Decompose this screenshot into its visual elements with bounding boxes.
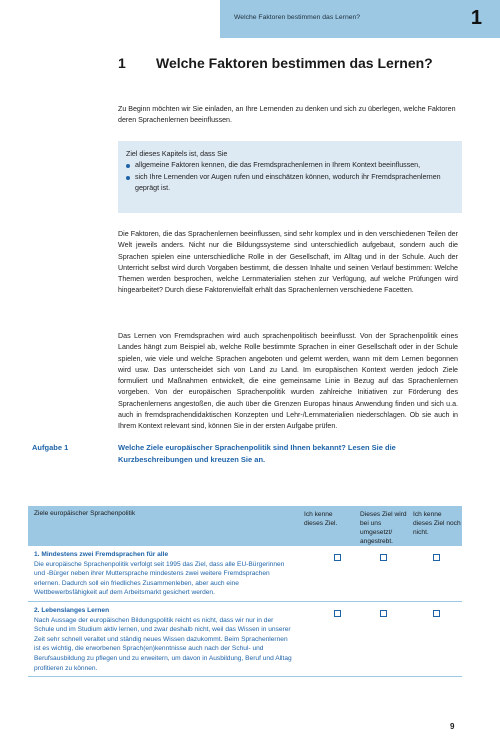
running-title: Welche Faktoren bestimmen das Lernen? — [234, 14, 361, 21]
column-header-unknown: Ich kenne dieses Ziel noch nicht. — [413, 511, 461, 536]
intro-paragraph: Zu Beginn möchten wir Sie einladen, an Ihre Lernenden zu denken und sich zu überlegen, welche Faktoren deren Sprachenlernen beeinflussen. — [118, 105, 456, 125]
table-row — [28, 602, 462, 677]
column-header-goal: Ziele europäischer Sprachenpolitik — [34, 510, 136, 517]
page-number: 9 — [450, 722, 455, 731]
row-title: 1. Mindestens zwei Fremdsprachen für alle — [34, 551, 169, 558]
table-header — [28, 506, 462, 546]
bullet-icon — [126, 176, 130, 180]
column-header-implemented: Dieses Ziel wird bei uns umgesetzt/ angestrebt. — [360, 511, 407, 545]
checkbox-known[interactable] — [334, 554, 341, 561]
goals-table — [28, 506, 462, 677]
row-description: Nach Aussage der europäischen Bildungspolitik reicht es nicht, dass wir nur in der Schule und im Studium aktiv lernen, und zwar deshalb nicht, weil das Wissen in unserer Zeit sehr schnell veraltet und ständig neues Wissen dazukommt. Beim Sprachenlernen ist es wichtig, die erworbenen Sprach(en)kenntnisse auch nach der Schul- und Berufsausbildung zu pflegen und zu erweitern, um davon in Ausbildung, Beruf und Alltag profitieren zu können. — [34, 616, 292, 672]
task-label: Aufgabe 1 — [32, 443, 69, 452]
goals-lead: Ziel dieses Kapitels ist, dass Sie — [126, 150, 228, 158]
checkbox-unknown[interactable] — [433, 554, 440, 561]
checkbox-implemented[interactable] — [380, 610, 387, 617]
checkbox-implemented[interactable] — [380, 554, 387, 561]
goals-list — [126, 160, 454, 194]
chapter-number: 1 — [470, 7, 482, 29]
checkbox-unknown[interactable] — [433, 610, 440, 617]
row-description: Die europäische Sprachenpolitik verfolgt seit 1995 das Ziel, dass alle EU-Bürgerinnen und -Bürger neben ihrer Muttersprache mindestens zwei weitere Fremdsprachen erlernen. Dadurch soll ein friedliches Zusammenleben, aber auch eine Wettbewerbsfähigkeit auf dem Arbeitsmarkt gesichert werden. — [34, 560, 285, 597]
running-header — [220, 0, 500, 38]
goal-item: allgemeine Faktoren kennen, die das Fremdsprachenlernen in Ihrem Kontext beeinflussen, — [126, 160, 454, 171]
goals-box — [118, 141, 462, 213]
body-paragraph-2: Das Lernen von Fremdsprachen wird auch sprachenpolitisch beeinflusst. Von der Sprachenpolitik eines Landes hängt zum Beispiel ab, welche Rolle bestimmte Sprachen in einer Gesellschaft oder in der Schule spielen, wie viele und welche Sprachen angeboten und gelernt werden, wann mit dem Lernen begonnen wird usw. Das unterscheidet sich von Land zu Land. Im europäischen Kontext werden jedoch Ziele formuliert und Maßnahmen entwickelt, die eine gemeinsame Linie in Bezug auf das Sprachenlernen vorgeben. Von der europäischen Sprachenpolitik wurden zahlreiche Initiativen zur Förderung des Sprachenlernens angestoßen, die auch über die Grenzen Europas hinaus Anwendung finden und sich u.a. auch in fremdsprachendidaktischen Konzepten und Lehr-/Lernmaterialien niederschlagen. Ob sie auch in Ihrem Kontext relevant sind, können Sie in der ersten Aufgabe prüfen. — [118, 332, 458, 431]
table-row — [28, 546, 462, 602]
heading-number: 1 — [118, 55, 126, 71]
row-title: 2. Lebenslanges Lernen — [34, 606, 110, 614]
task-instruction: Welche Ziele europäischer Sprachenpolitik sind Ihnen bekannt? Lesen Sie die Kurzbeschreibungen und kreuzen Sie an. — [118, 443, 396, 464]
goal-item: sich Ihre Lernenden vor Augen rufen und einschätzen können, wodurch ihr Fremdsprachenlernen geprägt ist. — [126, 172, 454, 195]
column-header-known: Ich kenne dieses Ziel. — [304, 511, 338, 527]
checkbox-known[interactable] — [334, 610, 341, 617]
page-title: Welche Faktoren bestimmen das Lernen? — [156, 55, 433, 71]
bullet-icon — [126, 164, 130, 168]
body-paragraph-1: Die Faktoren, die das Sprachenlernen beeinflussen, sind sehr komplex und in den verschiedenen Teilen der Welt jeweils anders. Nicht nur die Bildungssysteme sind unterschiedlich aufgebaut, sondern auch die Sprachen spielen eine unterschiedliche Rolle in der Gesellschaft, im Alltag und in der Schule. Auch der Unterricht selbst wird durch Vorgaben bestimmt, die dessen Inhalte und seinen Verlauf bestimmen: Welche Themen werden besprochen, welche Lernmaterialien stehen zur Verfügung, auf welche Prüfungen wird hingearbeitet? Durch diese Faktorenvielfalt erhält das Sprachenlernen verschiedene Facetten. — [118, 230, 458, 295]
